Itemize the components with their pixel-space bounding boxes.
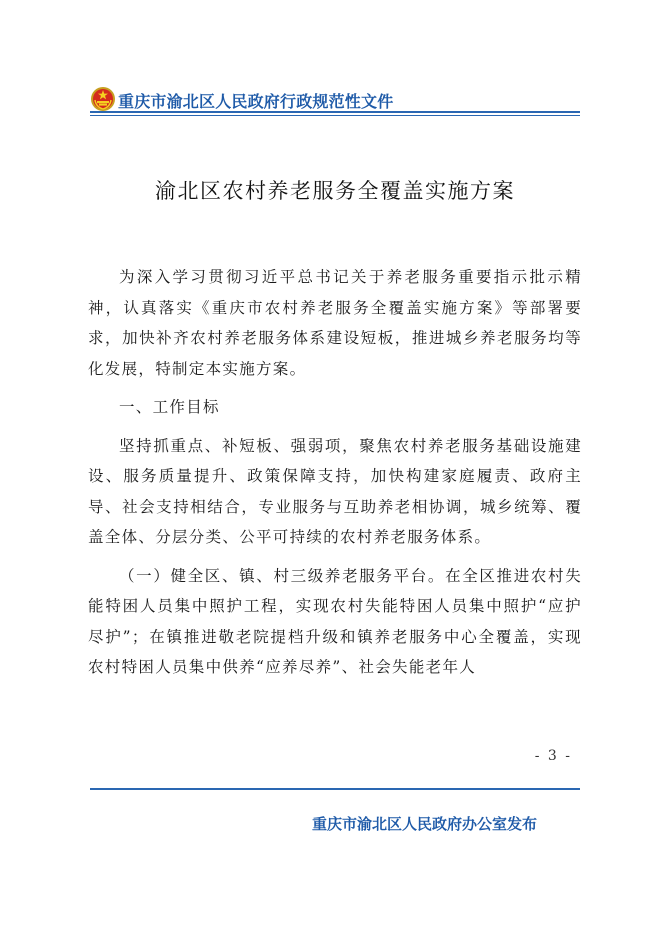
paragraph-intro: 为深入学习贯彻习近平总书记关于养老服务重要指示批示精神，认真落实《重庆市农村养老服务全覆盖实施方案》等部署要求，加快补齐农村养老服务体系建设短板，推进城乡养老服务均等化发展，特制定本实施方案。: [88, 268, 582, 378]
footer-publisher: 重庆市渝北区人民政府办公室发布: [312, 815, 538, 833]
section-heading-goals: 一、工作目标: [119, 398, 220, 416]
national-emblem-icon: [90, 86, 116, 112]
header-rule: [90, 111, 580, 113]
document-title: 渝北区农村养老服务全覆盖实施方案: [155, 179, 515, 203]
page-number: - 3 -: [534, 748, 572, 764]
footer-rule: [90, 788, 580, 790]
paragraph-item-1: （一）健全区、镇、村三级养老服务平台。在全区推进农村失能特困人员集中照护工程，实现农村失能特困人员集中照护“应护尽护”；在镇推进敬老院提档升级和镇养老服务中心全覆盖，实现农村特困人员集中供养“应养尽养”、社会失能老年人: [88, 566, 582, 676]
document-body: [88, 262, 582, 683]
header-rule-thin: [90, 115, 580, 116]
paragraph-goals: 坚持抓重点、补短板、强弱项，聚焦农村养老服务基础设施建设、服务质量提升、政策保障支持，加快构建家庭履责、政府主导、社会支持相结合，专业服务与互助养老相协调，城乡统筹、覆盖全体、分层分类、公平可持续的农村养老服务体系。: [88, 436, 582, 546]
header-title: 重庆市渝北区人民政府行政规范性文件: [118, 92, 394, 111]
